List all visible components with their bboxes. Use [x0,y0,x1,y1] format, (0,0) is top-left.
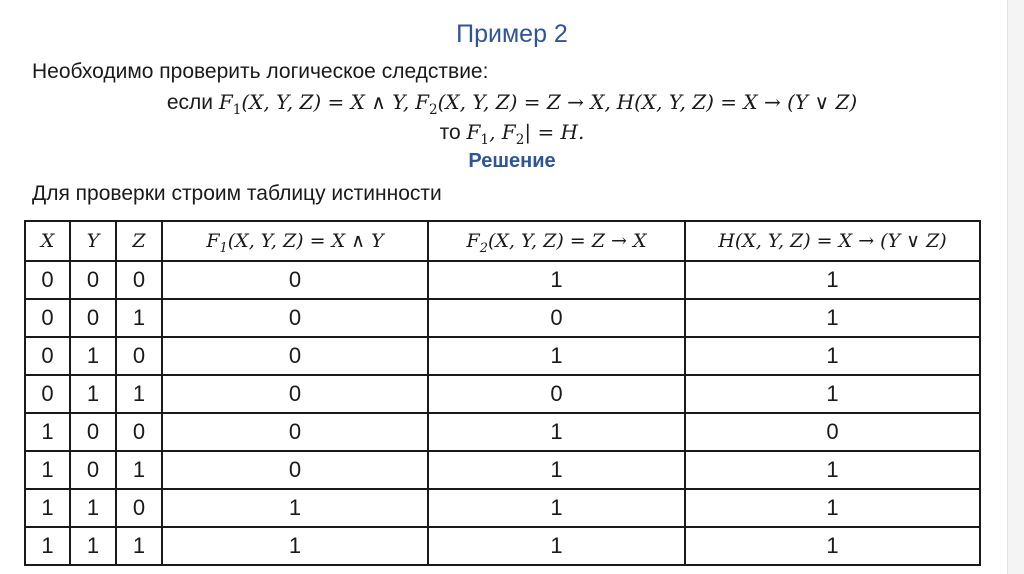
table-row [25,375,980,413]
cell-h: 1 [685,527,980,565]
cell-x: 1 [25,451,70,489]
cell-f1: 1 [162,527,428,565]
cell-y: 1 [70,337,116,375]
slide-title: Пример 2 [456,20,568,48]
cell-f2: 1 [428,413,685,451]
cell-x: 1 [25,489,70,527]
cell-f2: 1 [428,527,685,565]
cell-z: 1 [116,299,162,337]
cell-x: 0 [25,375,70,413]
table-header-row [25,221,980,261]
cell-z: 0 [116,337,162,375]
cell-f1: 0 [162,413,428,451]
header-f2: $F_2(X$, Y, Z) = Z → X [428,221,685,261]
cell-x: 1 [25,527,70,565]
f2-definition: $F_2(X$, Y, Z) = Z → X, [415,90,611,118]
cell-z: 1 [116,527,162,565]
cell-f2: 0 [428,375,685,413]
header-f1: $F_1(X$, Y, Z) = X ∧ Y [162,221,428,261]
conclusion-prefix: то [439,121,461,144]
truth-table [24,220,981,566]
cell-z: 0 [116,489,162,527]
condition-line [0,90,1024,118]
cell-h: 1 [685,337,980,375]
table-row [25,527,980,565]
cell-x: 0 [25,261,70,299]
cell-y: 0 [70,261,116,299]
cell-h: 1 [685,299,980,337]
cell-f2: 1 [428,337,685,375]
table-row [25,337,980,375]
table-row [25,413,980,451]
cell-y: 0 [70,299,116,337]
cell-f1: 0 [162,451,428,489]
cell-z: 0 [116,261,162,299]
header-h: H(X, Y, Z) = X → (Y ∨ Z) [685,221,980,261]
table-intro: Для проверки строим таблицу истинности [32,182,442,205]
cell-h: 0 [685,413,980,451]
cell-h: 1 [685,261,980,299]
cell-h: 1 [685,489,980,527]
cell-f1: 0 [162,299,428,337]
cell-y: 1 [70,375,116,413]
cell-f1: 0 [162,375,428,413]
cell-f1: 1 [162,489,428,527]
solution-heading: Решение [468,150,556,172]
cell-z: 0 [116,413,162,451]
cell-y: 0 [70,451,116,489]
table-body [25,261,980,565]
cell-x: 0 [25,337,70,375]
table-row [25,489,980,527]
cell-h: 1 [685,375,980,413]
table-row [25,451,980,489]
cell-f2: 1 [428,489,685,527]
cell-f2: 0 [428,299,685,337]
table-row [25,261,980,299]
header-y: Y [70,221,116,261]
cell-z: 1 [116,451,162,489]
cell-y: 0 [70,413,116,451]
cell-x: 1 [25,413,70,451]
h-definition: H(X, Y, Z) = X → (Y ∨ Z) [616,90,858,114]
condition-prefix: если [166,91,213,114]
conclusion-line [0,120,1024,148]
cell-y: 1 [70,489,116,527]
cell-f2: 1 [428,261,685,299]
conclusion-formula: $F_1$, $F_2| = H$. [466,120,585,148]
cell-f1: 0 [162,337,428,375]
cell-y: 1 [70,527,116,565]
task-intro: Необходимо проверить логическое следствие: [32,60,489,83]
cell-h: 1 [685,451,980,489]
cell-z: 1 [116,375,162,413]
cell-f2: 1 [428,451,685,489]
table-row [25,299,980,337]
cell-f1: 0 [162,261,428,299]
scrollbar[interactable] [1007,0,1024,574]
header-x: X [25,221,70,261]
header-z: Z [116,221,162,261]
f1-definition: $F_1(X$, Y, Z) = X ∧ Y, [218,90,410,118]
cell-x: 0 [25,299,70,337]
